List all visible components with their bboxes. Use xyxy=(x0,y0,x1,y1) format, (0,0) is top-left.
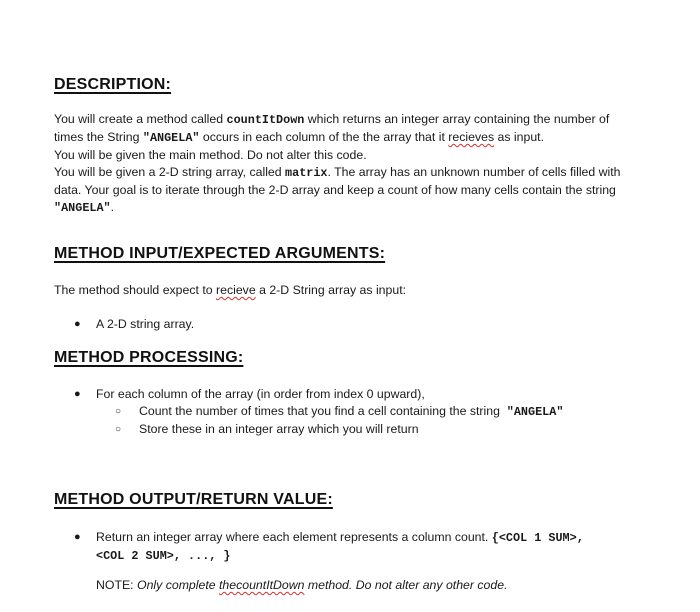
text: Count the number of times that you find a cell containing the string xyxy=(139,404,504,418)
text: Return an integer array where each element represents a column count. xyxy=(96,530,492,544)
method-input-heading: METHOD INPUT/EXPECTED ARGUMENTS: xyxy=(54,245,386,262)
method-processing-bullet xyxy=(74,386,634,403)
text: a 2-D String array as input: xyxy=(255,283,407,297)
bullet-icon: ● xyxy=(74,531,81,543)
code-matrix: matrix xyxy=(285,166,328,180)
text: You will be given a 2-D string array, called xyxy=(54,165,286,179)
bullet-text: A 2-D string array. xyxy=(96,317,195,331)
method-output-bullet xyxy=(74,529,634,565)
misspelled-word: recieve xyxy=(216,283,256,297)
text: method. Do not alter any other code. xyxy=(304,578,508,592)
description-paragraph xyxy=(54,111,624,217)
text: which returns an integer array containing the number of times the String xyxy=(54,112,610,144)
text: . xyxy=(110,200,115,214)
method-processing-subbullet-2 xyxy=(115,421,635,438)
circle-bullet-icon: ○ xyxy=(115,424,122,435)
description-line-3 xyxy=(54,164,624,217)
code-angela: "ANGELA" xyxy=(506,405,564,419)
code-return-format: {<COL 1 SUM>, <COL 2 SUM>, ..., } xyxy=(96,531,584,563)
method-processing-heading: METHOD PROCESSING: xyxy=(54,349,244,366)
method-processing-subbullet-1 xyxy=(115,403,635,421)
subbullet-text xyxy=(139,403,563,421)
bullet-icon: ● xyxy=(74,318,81,330)
text: The method should expect to xyxy=(54,283,217,297)
description-heading: DESCRIPTION: xyxy=(54,76,172,93)
text: occurs in each column of the the array that it xyxy=(199,130,449,144)
text: You will create a method called xyxy=(54,112,227,126)
code-angela: "ANGELA" xyxy=(142,131,200,145)
bullet-text: For each column of the array (in order from index 0 upward), xyxy=(96,387,425,401)
subbullet-text: Store these in an integer array which you will return xyxy=(139,422,419,436)
code-method-name: countItDown xyxy=(226,113,305,127)
text: as input. xyxy=(494,130,544,144)
description-line-1 xyxy=(54,111,624,147)
circle-bullet-icon: ○ xyxy=(115,406,122,417)
note-label: NOTE: xyxy=(96,578,137,592)
bullet-text xyxy=(96,529,616,565)
method-input-text xyxy=(54,282,624,299)
bullet-icon: ● xyxy=(74,388,81,400)
description-line-2: You will be given the main method. Do not alter this code. xyxy=(54,148,367,162)
method-input-bullet xyxy=(74,316,634,333)
misspelled-word: recieves xyxy=(448,130,495,144)
text: Only complete xyxy=(137,578,220,592)
code-angela: "ANGELA" xyxy=(54,201,111,215)
misspelled-word: thecountItDown xyxy=(219,578,305,592)
text: . The array has an unknown number of cells filled with data. Your goal is to iterate through the 2-D array and keep a count of how many cells contain the string xyxy=(54,165,621,197)
method-output-heading: METHOD OUTPUT/RETURN VALUE: xyxy=(54,491,333,508)
note-line xyxy=(96,577,636,594)
